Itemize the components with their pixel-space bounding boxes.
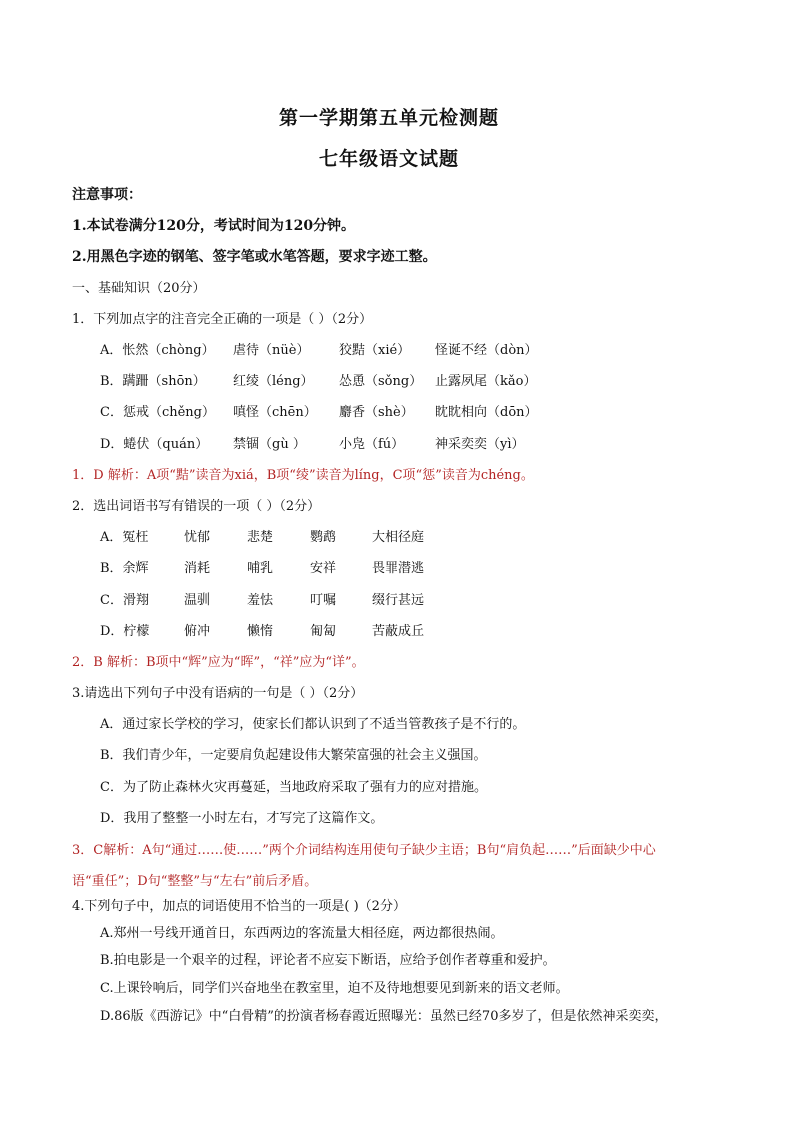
option-text: 大相径庭 <box>372 530 425 545</box>
option-text: A．怅然（chòng） <box>100 343 215 358</box>
option-text: B．我们青少年，一定要肩负起建设伟大繁荣富强的社会主义强国。 <box>100 748 487 763</box>
option-text: 匍匐 <box>310 624 337 639</box>
option-text: D．蜷伏（quán） <box>100 437 209 452</box>
answer-explanation: 1．D 解析：A项“黠”读音为xiá，B项“绫”读音为líng，C项“惩”读音为chéng。 <box>72 468 534 483</box>
option-text: D.86版《西游记》中“白骨精”的扮演者杨春霞近照曝光：虽然已经70多岁了，但是依然神采奕奕， <box>100 1009 668 1024</box>
option-text: 小凫（fú） <box>339 437 405 452</box>
option-text: 叮嘱 <box>310 593 337 608</box>
exam-title: 第一学期第五单元检测题 <box>279 107 500 129</box>
question-stem: 1．下列加点字的注音完全正确的一项是（ ）（2分） <box>72 312 373 327</box>
option-text: 温驯 <box>184 593 211 608</box>
option-text: 悲楚 <box>247 530 274 545</box>
option-text: B．余辉 <box>100 561 149 576</box>
option-text: 消耗 <box>184 561 211 576</box>
option-text: 怪诞不经（dòn） <box>435 343 538 358</box>
option-text: 羞怯 <box>247 593 274 608</box>
option-text: 眈眈相向（dōn） <box>435 405 538 420</box>
option-text: 麝香（shè） <box>339 405 414 420</box>
option-text: 狡黠（xié） <box>339 343 411 358</box>
option-text: 禁锢（gù ） <box>233 437 306 452</box>
question-stem: 2．选出词语书写有错误的一项（ ）（2分） <box>72 499 321 514</box>
option-text: 红绫（léng） <box>233 374 314 389</box>
option-text: B．蹒跚（shōn） <box>100 374 206 389</box>
option-text: C．滑翔 <box>100 593 149 608</box>
option-text: C.上课铃响后，同学们兴奋地坐在教室里，迫不及待地想要见到新来的语文老师。 <box>100 981 569 996</box>
option-text: A．通过家长学校的学习，使家长们都认识到了不适当管教孩子是不行的。 <box>100 717 526 732</box>
option-text: A.郑州一号线开通首日，东西两边的客流量大相径庭，两边都很热闹。 <box>100 926 504 941</box>
option-text: B.拍电影是一个艰辛的过程，评论者不应妄下断语，应给予创作者尊重和爱护。 <box>100 953 556 968</box>
option-text: 俯冲 <box>184 624 211 639</box>
note-item: 1.本试卷满分120分，考试时间为120分钟。 <box>72 218 356 234</box>
option-text: 止露夙尾（kǎo） <box>435 374 537 389</box>
option-text: 忧郁 <box>184 530 211 545</box>
answer-explanation: 3．C解析：A句“通过……使……”两个介词结构连用使句子缺少主语；B句“肩负起……”后面缺少中心 <box>72 843 656 858</box>
notes-heading: 注意事项： <box>72 187 142 203</box>
question-stem: 4.下列句子中，加点的词语使用不恰当的一项是( )（2分） <box>72 899 406 914</box>
option-text: 苦蔽成丘 <box>372 624 425 639</box>
exam-subtitle: 七年级语文试题 <box>319 148 460 170</box>
answer-explanation: 2．B 解析：B项中“辉”应为“晖”，“祥”应为“详”。 <box>72 655 365 670</box>
question-stem: 3.请选出下列句子中没有语病的一句是（ ）（2分） <box>72 686 364 701</box>
option-text: 畏罪潜逃 <box>372 561 425 576</box>
option-text: 缀行甚远 <box>372 593 425 608</box>
option-text: 鹦鹉 <box>310 530 337 545</box>
note-item: 2.用黑色字迹的钢笔、签字笔或水笔答题，要求字迹工整。 <box>72 249 437 265</box>
option-text: 虐待（nüè） <box>233 343 310 358</box>
option-text: 怂恿（sǒng） <box>339 374 423 389</box>
option-text: C．惩戒（chěng） <box>100 405 215 420</box>
section-heading: 一、基础知识（20分） <box>72 281 206 296</box>
option-text: 安祥 <box>310 561 337 576</box>
answer-explanation: 语“重任”；D句“整整”与“左右”前后矛盾。 <box>72 874 318 889</box>
option-text: C．为了防止森林火灾再蔓延，当地政府采取了强有力的应对措施。 <box>100 780 487 795</box>
option-text: D．柠檬 <box>100 624 150 639</box>
option-text: D．我用了整整一小时左右，才写完了这篇作文。 <box>100 811 384 826</box>
option-text: A．冤枉 <box>100 530 149 545</box>
option-text: 懒惰 <box>247 624 274 639</box>
option-text: 神采奕奕（yì） <box>435 437 525 452</box>
option-text: 嗔怪（chēn） <box>233 405 317 420</box>
option-text: 哺乳 <box>247 561 274 576</box>
